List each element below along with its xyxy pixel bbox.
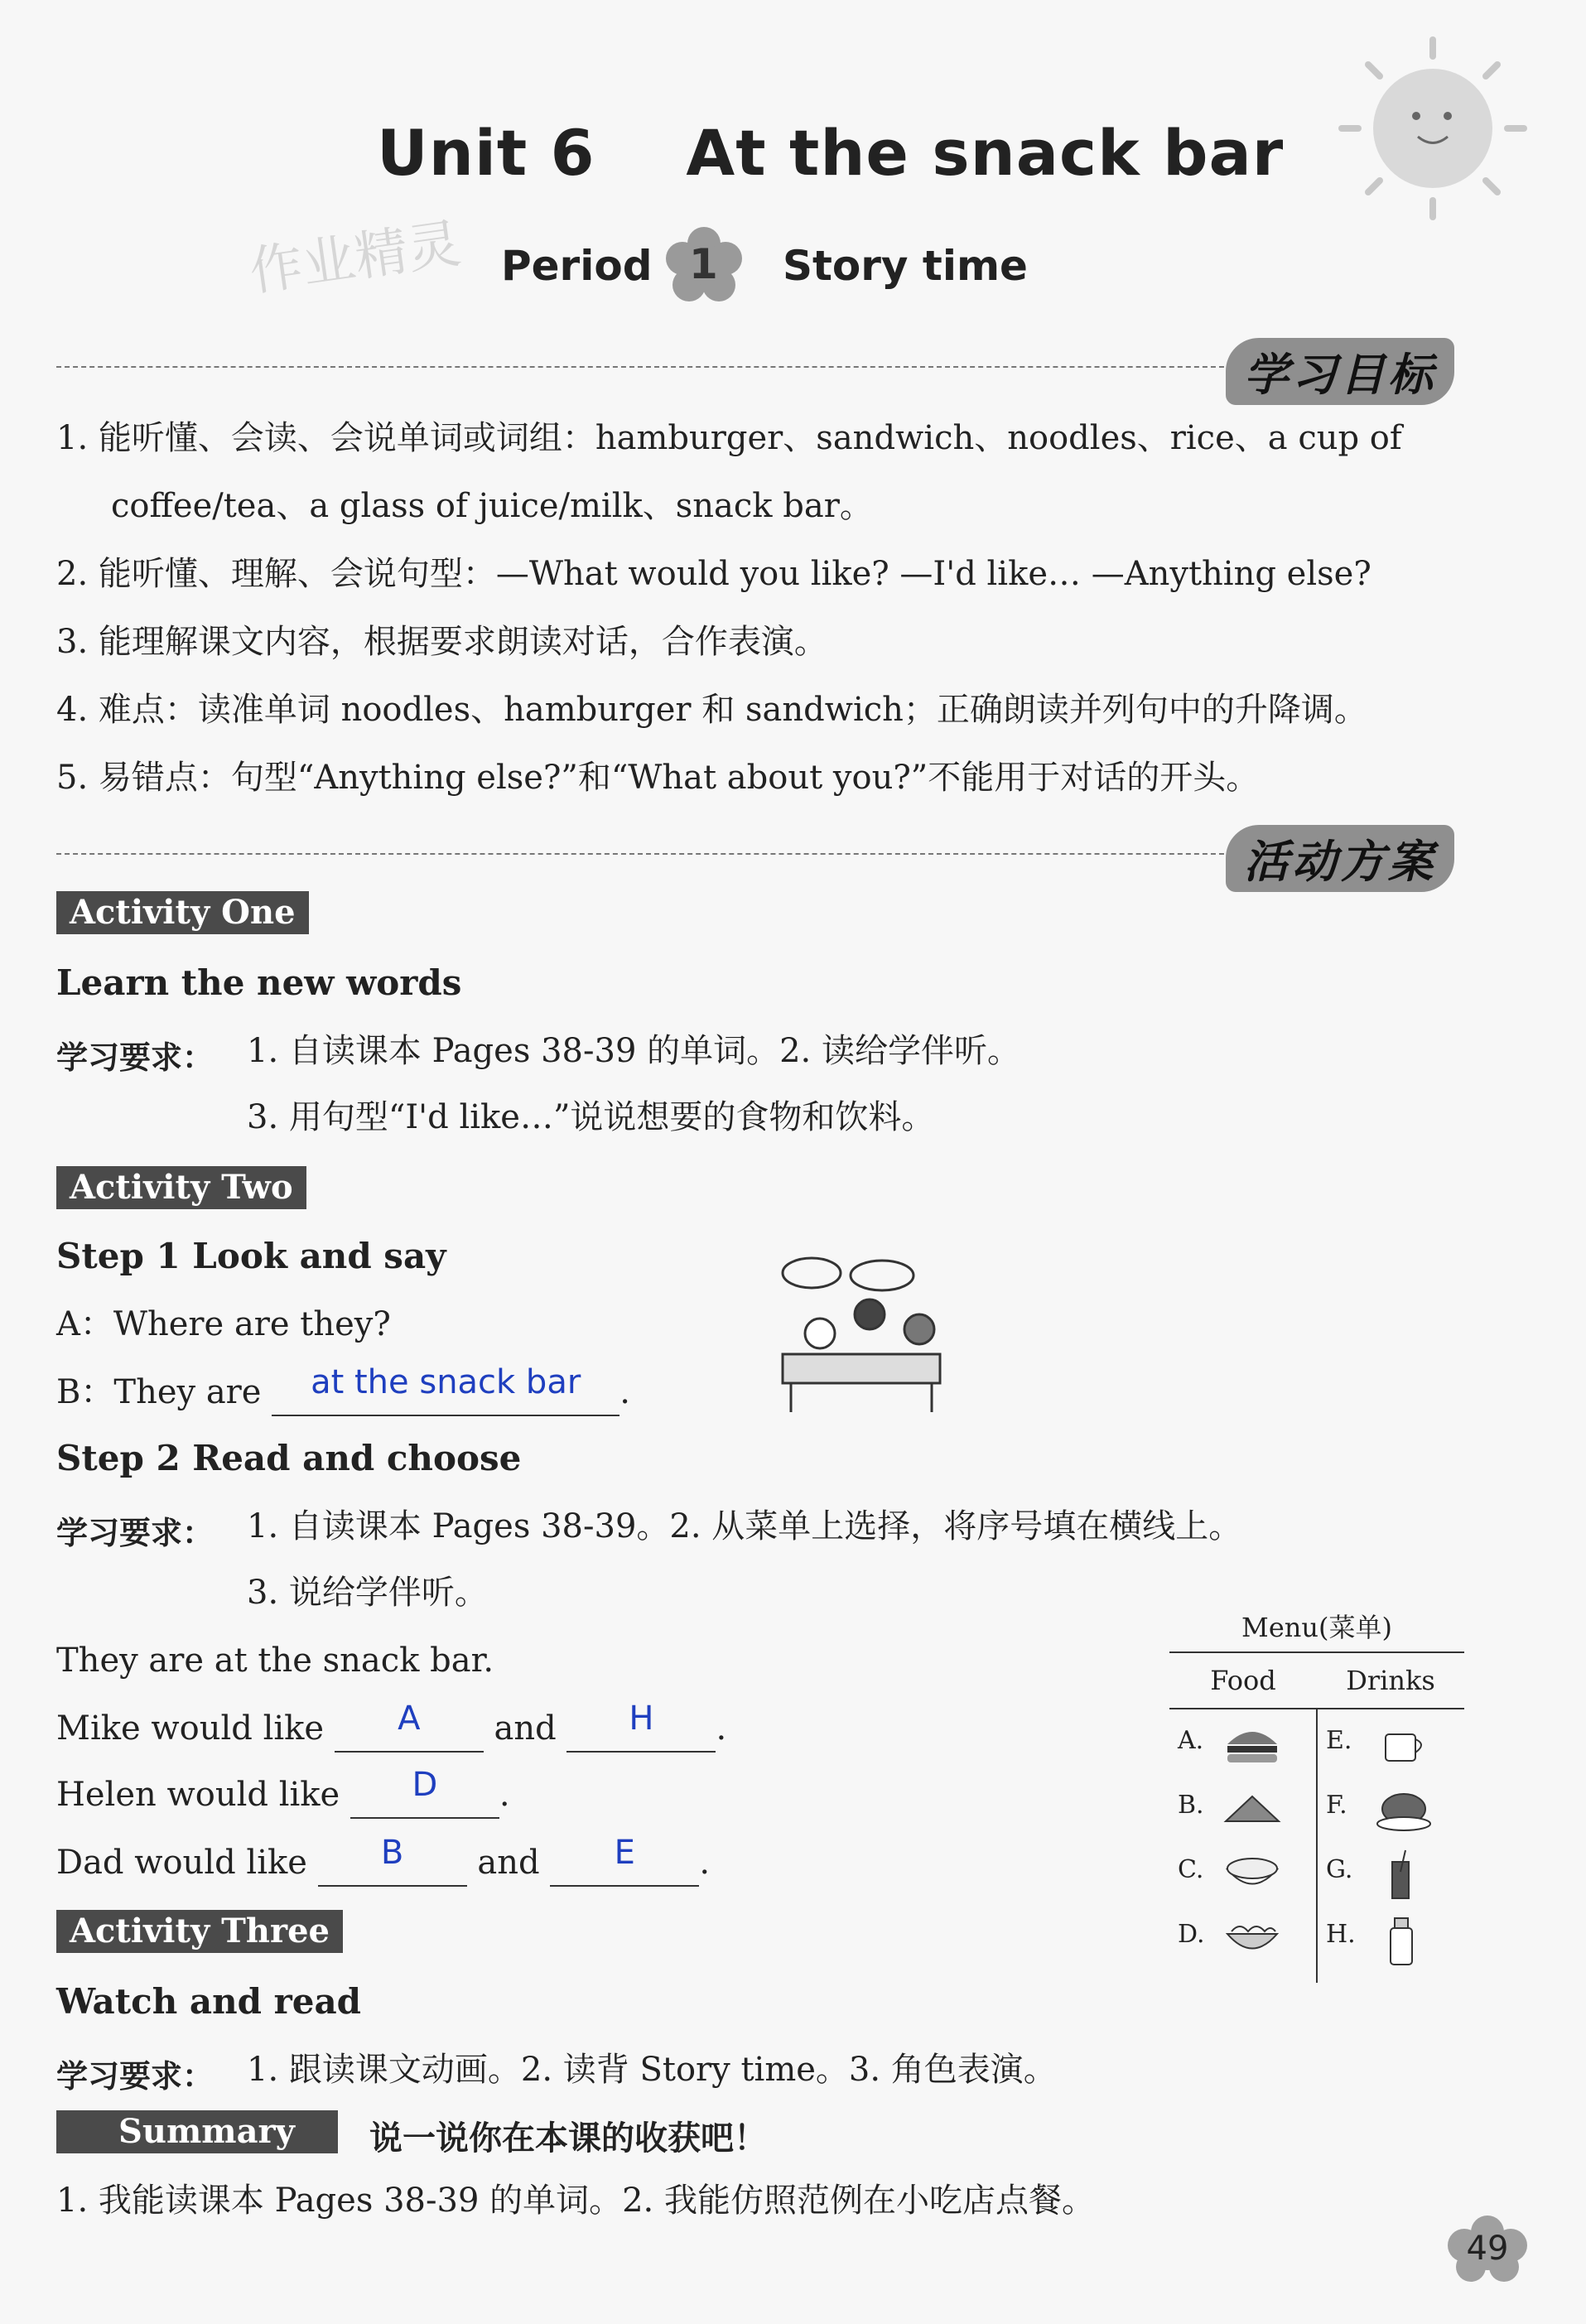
- menu-drink-g: G.: [1326, 1855, 1353, 1884]
- activity-one-heading: Learn the new words: [56, 962, 462, 1003]
- divider: [56, 366, 1232, 368]
- answer-blank: E: [550, 1840, 699, 1887]
- divider: [56, 853, 1232, 855]
- rice-bowl-icon: [1219, 1849, 1285, 1898]
- answer-blank: D: [350, 1772, 499, 1819]
- mike-sentence: Mike would like: [56, 1709, 325, 1748]
- menu-food-header: Food: [1210, 1665, 1276, 1696]
- sun-icon: [1325, 33, 1540, 224]
- menu-table: [1169, 1607, 1464, 1983]
- answer-blank: H: [566, 1706, 716, 1753]
- requirement-label: 学习要求：: [56, 2058, 215, 2095]
- requirement-label: 学习要求：: [56, 1515, 215, 1551]
- requirement-line: 3. 说给学伴听。: [247, 1574, 488, 1612]
- watermark: 作业精灵: [245, 213, 465, 304]
- and-word: and: [477, 1844, 540, 1882]
- menu-food-b: B.: [1178, 1791, 1204, 1820]
- answer-blank: A: [335, 1706, 484, 1753]
- step1-heading: Step 1 Look and say: [56, 1236, 446, 1276]
- menu-drink-f: F.: [1326, 1791, 1347, 1820]
- requirement-line: 1. 跟读课文动画。2. 读背 Story time。3. 角色表演。: [247, 2051, 1057, 2089]
- activity-two-label: Activity Two: [56, 1166, 306, 1209]
- tea-cup-icon: [1376, 1719, 1434, 1769]
- period-label: Period: [501, 242, 653, 290]
- menu-title: Menu(菜单): [1241, 1612, 1392, 1643]
- activity-three-heading: Watch and read: [56, 1981, 362, 2022]
- hamburger-icon: [1219, 1719, 1285, 1769]
- requirement-line: 3. 用句型“I'd like…”说说想要的食物和饮料。: [247, 1098, 935, 1136]
- section-title: Story time: [783, 242, 1028, 290]
- menu-food-d: D.: [1178, 1920, 1205, 1949]
- period-number: 1: [689, 240, 718, 288]
- unit-title: Unit 6 At the snack bar: [377, 116, 1285, 190]
- summary-line: 1. 我能读课本 Pages 38-39 的单词。2. 我能仿照范例在小吃店点餐。: [56, 2182, 1095, 2220]
- coffee-icon: [1376, 1784, 1434, 1834]
- activity-three-label: Activity Three: [56, 1910, 343, 1953]
- and-word: and: [494, 1709, 557, 1748]
- objective-5: 5. 易错点：句型“Anything else?”和“What about you?”不能用于对话的开头。: [56, 759, 1260, 797]
- menu-food-c: C.: [1178, 1855, 1204, 1884]
- objective-2: 2. 能听懂、理解、会说句型：—What would you like? —I'd like… —Anything else?: [56, 555, 1371, 593]
- objective-4: 4. 难点：读准单词 noodles、hamburger 和 sandwich；正确朗读并列句中的升降调。: [56, 691, 1367, 729]
- dialogue-b: B：They are: [56, 1373, 262, 1411]
- answer-blank: B: [318, 1840, 467, 1887]
- requirement-line: 1. 自读课本 Pages 38-39。2. 从菜单上选择，将序号填在横线上。: [247, 1507, 1242, 1545]
- requirement-label: 学习要求：: [56, 1039, 215, 1076]
- requirement-line: 1. 自读课本 Pages 38-39 的单词。2. 读给学伴听。: [247, 1032, 1020, 1070]
- menu-food-a: A.: [1178, 1726, 1204, 1755]
- milk-bottle-icon: [1381, 1912, 1422, 1970]
- summary-prompt: 说一说你在本课的收获吧！: [369, 2119, 767, 2158]
- helen-sentence: Helen would like: [56, 1776, 340, 1814]
- dad-sentence: Dad would like: [56, 1844, 307, 1882]
- summary-label: Summary: [56, 2110, 338, 2153]
- objective-3: 3. 能理解课文内容，根据要求朗读对话，合作表演。: [56, 623, 827, 661]
- dialogue-a: A：Where are they?: [56, 1305, 391, 1343]
- sandwich-icon: [1219, 1784, 1285, 1834]
- objectives-banner: 学习目标: [1226, 338, 1454, 405]
- juice-glass-icon: [1381, 1847, 1422, 1905]
- step2-heading: Step 2 Read and choose: [56, 1438, 522, 1478]
- activities-banner: 活动方案: [1226, 825, 1454, 892]
- answer-blank: at the snack bar: [272, 1370, 619, 1416]
- page-number: 49: [1466, 2230, 1509, 2268]
- objective-1-cont: coffee/tea、a glass of juice/milk、snack bar。: [111, 487, 873, 525]
- intro-sentence: They are at the snack bar.: [56, 1642, 494, 1680]
- activity-one-label: Activity One: [56, 891, 309, 934]
- objective-1: 1. 能听懂、会读、会说单词或词组：hamburger、sandwich、noodles、rice、a cup of: [56, 419, 1402, 457]
- menu-drink-h: H.: [1326, 1920, 1356, 1949]
- noodles-icon: [1219, 1913, 1285, 1963]
- snack-bar-illustration: [766, 1255, 965, 1420]
- menu-drinks-header: Drinks: [1346, 1665, 1435, 1696]
- menu-drink-e: E.: [1326, 1726, 1352, 1755]
